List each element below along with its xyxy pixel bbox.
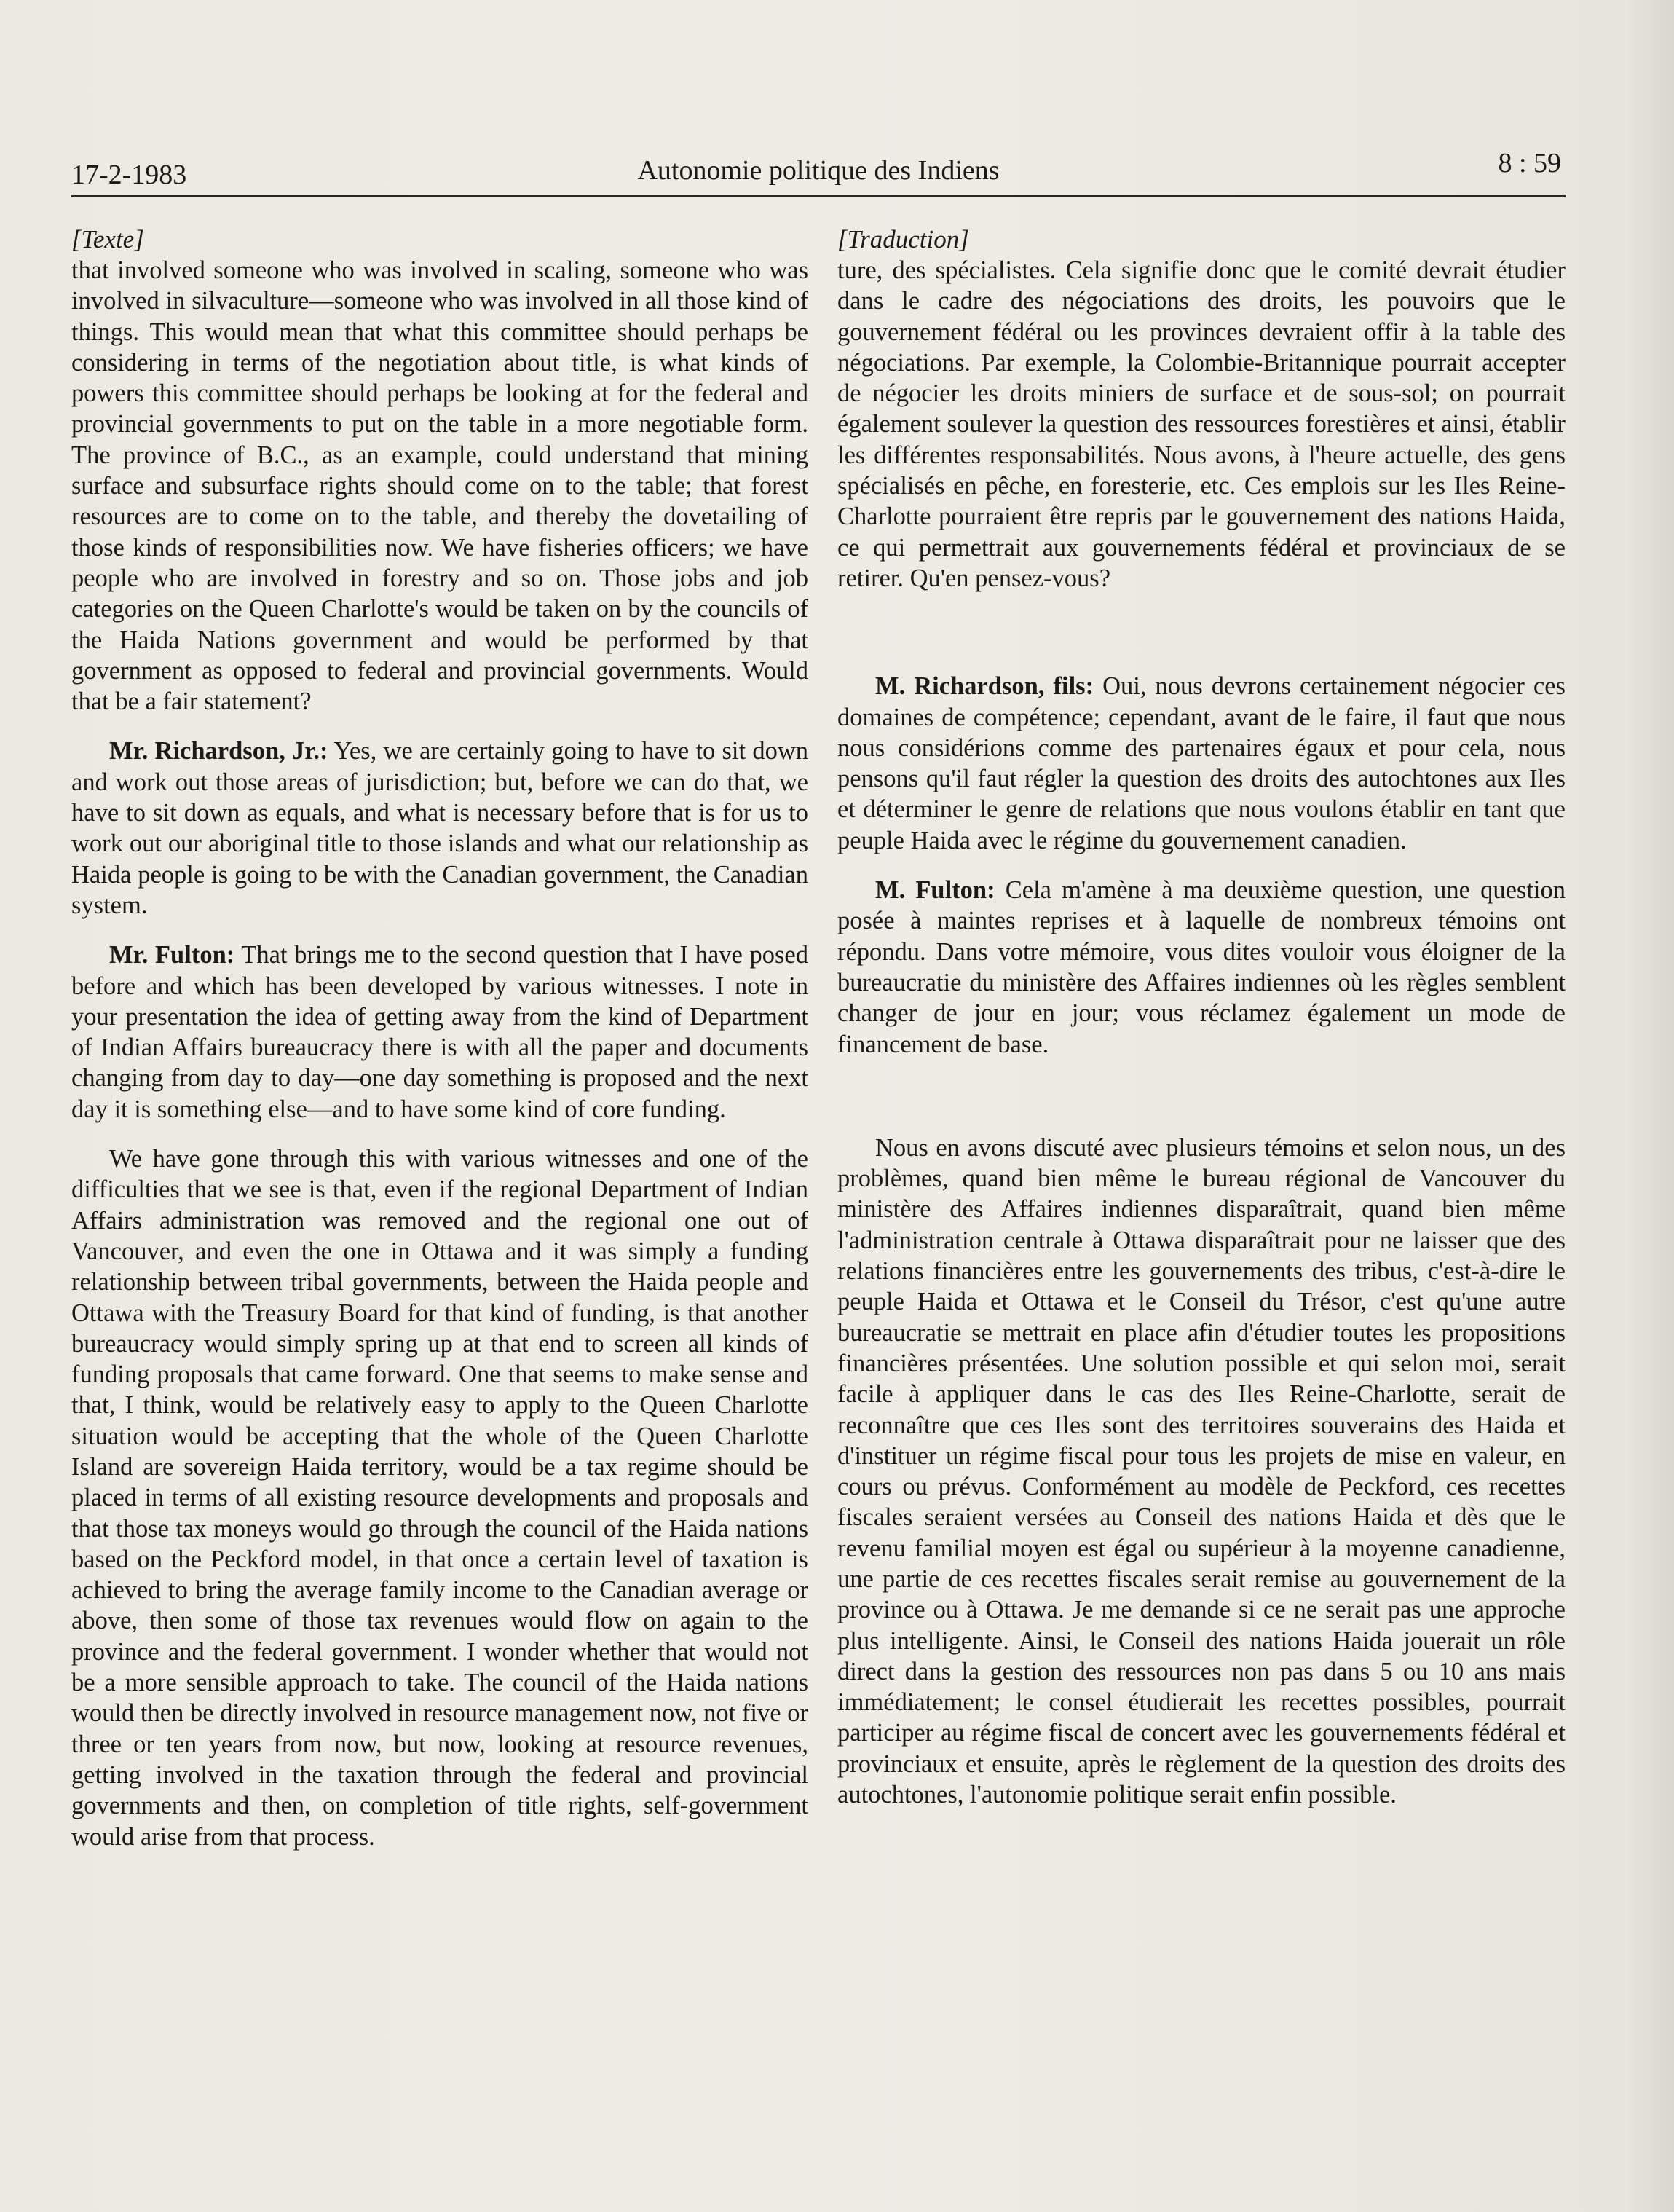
speech-text: Yes, we are certainly going to have to sit down and work out those areas of jurisdiction; but, before we can do that, we have to sit down as equals, and what is necessary before that is for us to work out our aboriginal title to those islands and what our relationship as Haida people is going to be with the Canadian government, the Canadian system.	[71, 737, 808, 919]
left-paragraph-4: We have gone through this with various witnesses and one of the difficulties that we see is that, even if the regional Department of Indian Affairs administration was removed and the regional one out of Vancouver, and even the one in Ottawa and it was simply a funding relationship between tribal governments, between the Haida people and Ottawa with the Treasury Board for that kind of funding, is that another bureaucracy would simply spring up at that end to screen all kinds of funding proposals that came forward. One that seems to make sense and that, I think, would be relatively easy to apply to the Queen Charlotte situation would be accepting that the whole of the Queen Charlotte Island are sovereign Haida territory, would be a tax regime should be placed in terms of all existing resource developments and proposals and that those tax moneys would go through the council of the Haida nations based on the Peckford model, in that once a certain level of taxation is achieved to bring the average family income to the Canadian average or above, then some of those tax revenues would flow on again to the province and the federal government. I wonder whether that would not be a more sensible approach to take. The council of the Haida nations would then be directly involved in resource management now, not five or three or ten years from now, but now, looking at resource revenues, getting involved in the taxation through the federal and provincial governments and then, on completion of title rights, self-government would arise from that process.	[71, 1145, 808, 1851]
right-paragraph-4: Nous en avons discuté avec plusieurs témoins et selon nous, un des problèmes, quand bien même le bureau régional de Vancouver du ministère des Affaires indiennes disparaîtrait, quand bien même l'administration centrale à Ottawa disparaîtrait pour ne laisser que des relations financières entre les gouvernements des tribus, c'est-à-dire le peuple Haida et Ottawa et le Conseil du Trésor, c'est qu'une autre bureaucratie se mettrait en place afin d'étudier toutes les propositions financières présentées. Une solution possible et qui selon moi, serait facile à appliquer dans le cas des Iles Reine-Charlotte, serait de reconnaître que ces Iles sont des territoires souverains des Haida et d'instituer un régime fiscal pour tous les projets de mise en valeur, en cours ou prévus. Conformément au modèle de Peckford, ces recettes fiscales seraient versées au Conseil des nations Haida et dès que le revenu familial moyen est égal ou supérieur à la moyenne canadienne, une partie de ces recettes fiscales serait remise au gouvernement de la province ou à Ottawa. Je me demande si ce ne serait pas une approche plus intelligente. Ainsi, le Conseil des nations Haida jouerait un rôle direct dans la gestion des ressources non pas dans 5 ou 10 ans mais immédiatement; le consel étudierait les recettes possibles, pourrait participer au régime fiscal de concert avec les gouvernements fédéral et provinciaux et ensuite, après le règlement de la question des droits des autochtones, l'autonomie politique serait enfin possible.	[837, 1133, 1566, 1809]
left-column-marker: [Texte]	[71, 225, 144, 253]
left-paragraph-1: that involved someone who was involved in scaling, someone who was involved in silvaculture—someone who was involved in all those kind of things. This would mean that what this committee should perhaps be considering in terms of the negotiation about title, is what kinds of powers this committee should perhaps be looking at for the federal and provincial governments to put on the table in a more negotiable form. The province of B.C., as an example, could understand that mining surface and subsurface rights should come on to the table; that forest resources are to come on to the table, and thereby the dovetailing of those kinds of responsibilities now. We have fisheries officers; we have people who are involved in forestry and so on. Those jobs and job categories on the Queen Charlotte's would be taken on by the councils of the Haida Nations government and would be performed by that government as opposed to federal and provincial governments. Would that be a fair statement?	[71, 256, 808, 716]
header-page-number: 8 : 59	[1498, 148, 1561, 178]
page-header	[71, 144, 1566, 197]
speech-text: Cela m'amène à ma deuxième question, une question posée à maintes reprises et à laquelle de nombreux témoins ont répondu. Dans votre mémoire, vous dites vouloir vous éloigner de la bureaucratie du ministère des Affaires indiennes où les règles semblent changer de jour en jour; vous réclamez également un mode de financement de base.	[837, 876, 1566, 1058]
right-paragraph-1: ture, des spécialistes. Cela signifie donc que le comité devrait étudier dans le cadre des négociations des droits, les pouvoirs que le gouvernement fédéral ou les provinces devraient offir à la table des négociations. Par exemple, la Colombie-Britannique pourrait accepter de négocier les droits miniers de surface et de sous-sol; on pourrait également soulever la question des ressources forestières et ainsi, établir les différentes responsabilités. Nous avons, à l'heure actuelle, des gens spécialisés en pêche, en foresterie, etc. Ces emplois sur les Iles Reine-Charlotte pourraient être repris par le gouvernement des nations Haida, ce qui permettrait aux gouvernements fédéral et provinciaux de se retirer. Qu'en pensez-vous?	[837, 256, 1566, 592]
right-column-marker: [Traduction]	[837, 225, 969, 253]
speaker-name: Mr. Richardson, Jr.:	[109, 737, 328, 765]
header-title: Autonomie politique des Indiens	[637, 155, 1000, 186]
left-paragraph-2	[71, 736, 808, 921]
left-column-english	[71, 224, 808, 1852]
right-paragraph-2	[837, 671, 1566, 856]
left-paragraph-3	[71, 940, 808, 1125]
speech-text: That brings me to the second question that I have posed before and which has been developed by various witnesses. I note in your presentation the idea of getting away from the kind of Department of Indian Affairs bureaucracy there is with all the paper and documents changing from day to day—one day something is proposed and the next day it is something else—and to have some kind of core funding.	[71, 941, 808, 1123]
speaker-name: M. Richardson, fils:	[875, 672, 1094, 701]
speaker-name: Mr. Fulton:	[109, 941, 235, 969]
speech-text: Oui, nous devrons certainement négocier ces domaines de compétence; cependant, avant de le faire, il faut que nous nous considérions comme des partenaires égaux et pour cela, nous pensons qu'il faut régler la question des droits des autochtones aux Iles et déterminer le genre de relations que nous voulons établir en tant que peuple Haida avec le régime du gouvernement canadien.	[837, 672, 1566, 854]
speaker-name: M. Fulton:	[875, 876, 995, 905]
right-column-french	[837, 224, 1566, 1810]
header-date: 17-2-1983	[71, 160, 187, 190]
right-paragraph-3	[837, 875, 1566, 1060]
